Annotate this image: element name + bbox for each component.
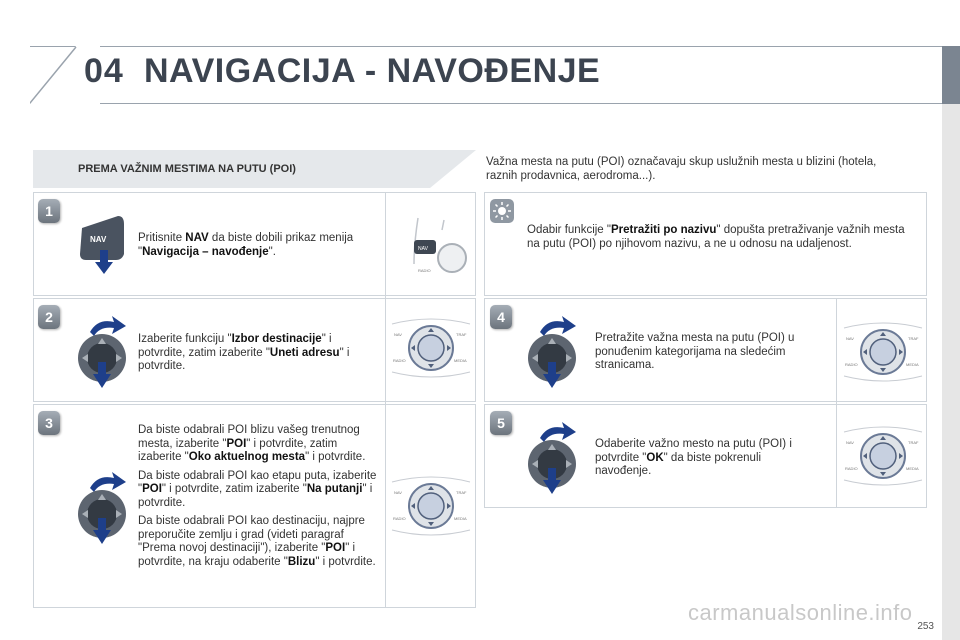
step-3-text xyxy=(138,424,378,569)
svg-text:RADIO: RADIO xyxy=(845,362,858,367)
control-panel-image xyxy=(842,320,924,384)
svg-text:MEDIA: MEDIA xyxy=(454,516,467,521)
tip-lightbulb-icon xyxy=(490,199,514,223)
side-strip xyxy=(942,46,960,640)
step-4-text: Pretražite važna mesta na putu (POI) u ponuđenim kategorijama na sledećim stranicama. xyxy=(595,332,795,371)
svg-text:RADIO: RADIO xyxy=(418,268,431,273)
svg-text:TRAF: TRAF xyxy=(456,490,467,495)
nav-label: NAV xyxy=(90,235,107,244)
rotary-knob-icon xyxy=(72,314,134,388)
svg-text:TRAF: TRAF xyxy=(908,440,919,445)
control-panel-image xyxy=(842,424,924,488)
svg-text:NAV: NAV xyxy=(846,440,854,445)
step-3-paragraph-1: Da biste odabrali POI blizu vašeg trenutnog mesta, izaberite "POI" i potvrdite, zatim izaberite "Oko aktuelnog mesta" i potvrdite. xyxy=(138,424,366,463)
rotary-knob-icon xyxy=(522,314,584,388)
step-3-paragraph-2: Da biste odabrali POI kao etapu puta, izaberite "POI" i potvrdite, zatim izaberite "Na putanji" i potvrdite. xyxy=(138,469,377,509)
svg-text:NAV: NAV xyxy=(418,246,428,252)
image-divider xyxy=(385,192,386,608)
svg-text:MEDIA: MEDIA xyxy=(454,358,467,363)
nav-button-icon xyxy=(78,214,126,274)
svg-text:TRAF: TRAF xyxy=(908,336,919,341)
watermark: carmanualsonline.info xyxy=(688,600,913,625)
svg-text:NAV: NAV xyxy=(394,332,402,337)
control-panel-image xyxy=(390,474,472,538)
chapter-number: 04 xyxy=(84,52,124,90)
step-5-text: Odaberite važno mesto na putu (POI) i potvrdite "OK" da biste pokrenuli navođenje. xyxy=(595,438,792,477)
svg-text:TRAF: TRAF xyxy=(456,332,467,337)
section-intro: Važna mesta na putu (POI) označavaju skup uslužnih mesta u blizini (hotela, raznih prodavnica, aerodroma...). xyxy=(486,156,877,182)
section-title: PREMA VAŽNIM MESTIMA NA PUTU (POI) xyxy=(78,163,296,175)
svg-text:RADIO: RADIO xyxy=(845,466,858,471)
step-1-badge: 1 xyxy=(38,199,60,223)
page-number: 253 xyxy=(917,621,934,632)
image-divider-right xyxy=(836,298,837,508)
chapter-title: NAVIGACIJA - NAVOĐENJE xyxy=(144,52,601,90)
step-3-paragraph-3: Da biste odabrali POI kao destinaciju, najpre preporučite zemlju i grad (videti paragraf "Prema novoj destinaciji"), izaberite "POI" i potvrdite, na kraju odaberite "Blizu" i potvrdite. xyxy=(138,515,376,568)
title-band-slant xyxy=(430,150,476,188)
rotary-knob-icon xyxy=(522,420,584,494)
rotary-knob-icon xyxy=(72,470,134,544)
tip-text: Odabir funkcije "Pretražiti po nazivu" dopušta pretraživanje važnih mesta na putu (POI) po njihovom nazivu, a ne u odnosu na udaljenost. xyxy=(527,224,905,250)
dashboard-nav-image xyxy=(400,214,470,280)
step-2-text: Izaberite funkciju "Izbor destinacije" i potvrdite, zatim izaberite "Uneti adresu" i potvrdite. xyxy=(138,333,350,372)
svg-text:RADIO: RADIO xyxy=(393,516,406,521)
side-strip-tab xyxy=(942,46,960,104)
step-5-badge: 5 xyxy=(490,411,512,435)
svg-text:NAV: NAV xyxy=(394,490,402,495)
svg-text:MEDIA: MEDIA xyxy=(906,362,919,367)
svg-text:RADIO: RADIO xyxy=(393,358,406,363)
svg-text:MEDIA: MEDIA xyxy=(906,466,919,471)
step-2-badge: 2 xyxy=(38,305,60,329)
step-4-badge: 4 xyxy=(490,305,512,329)
control-panel-image xyxy=(390,316,472,380)
step-1-text: Pritisnite NAV da biste dobili prikaz menija "Navigacija – navođenje". xyxy=(138,232,354,258)
step-3-badge: 3 xyxy=(38,411,60,435)
svg-text:NAV: NAV xyxy=(846,336,854,341)
